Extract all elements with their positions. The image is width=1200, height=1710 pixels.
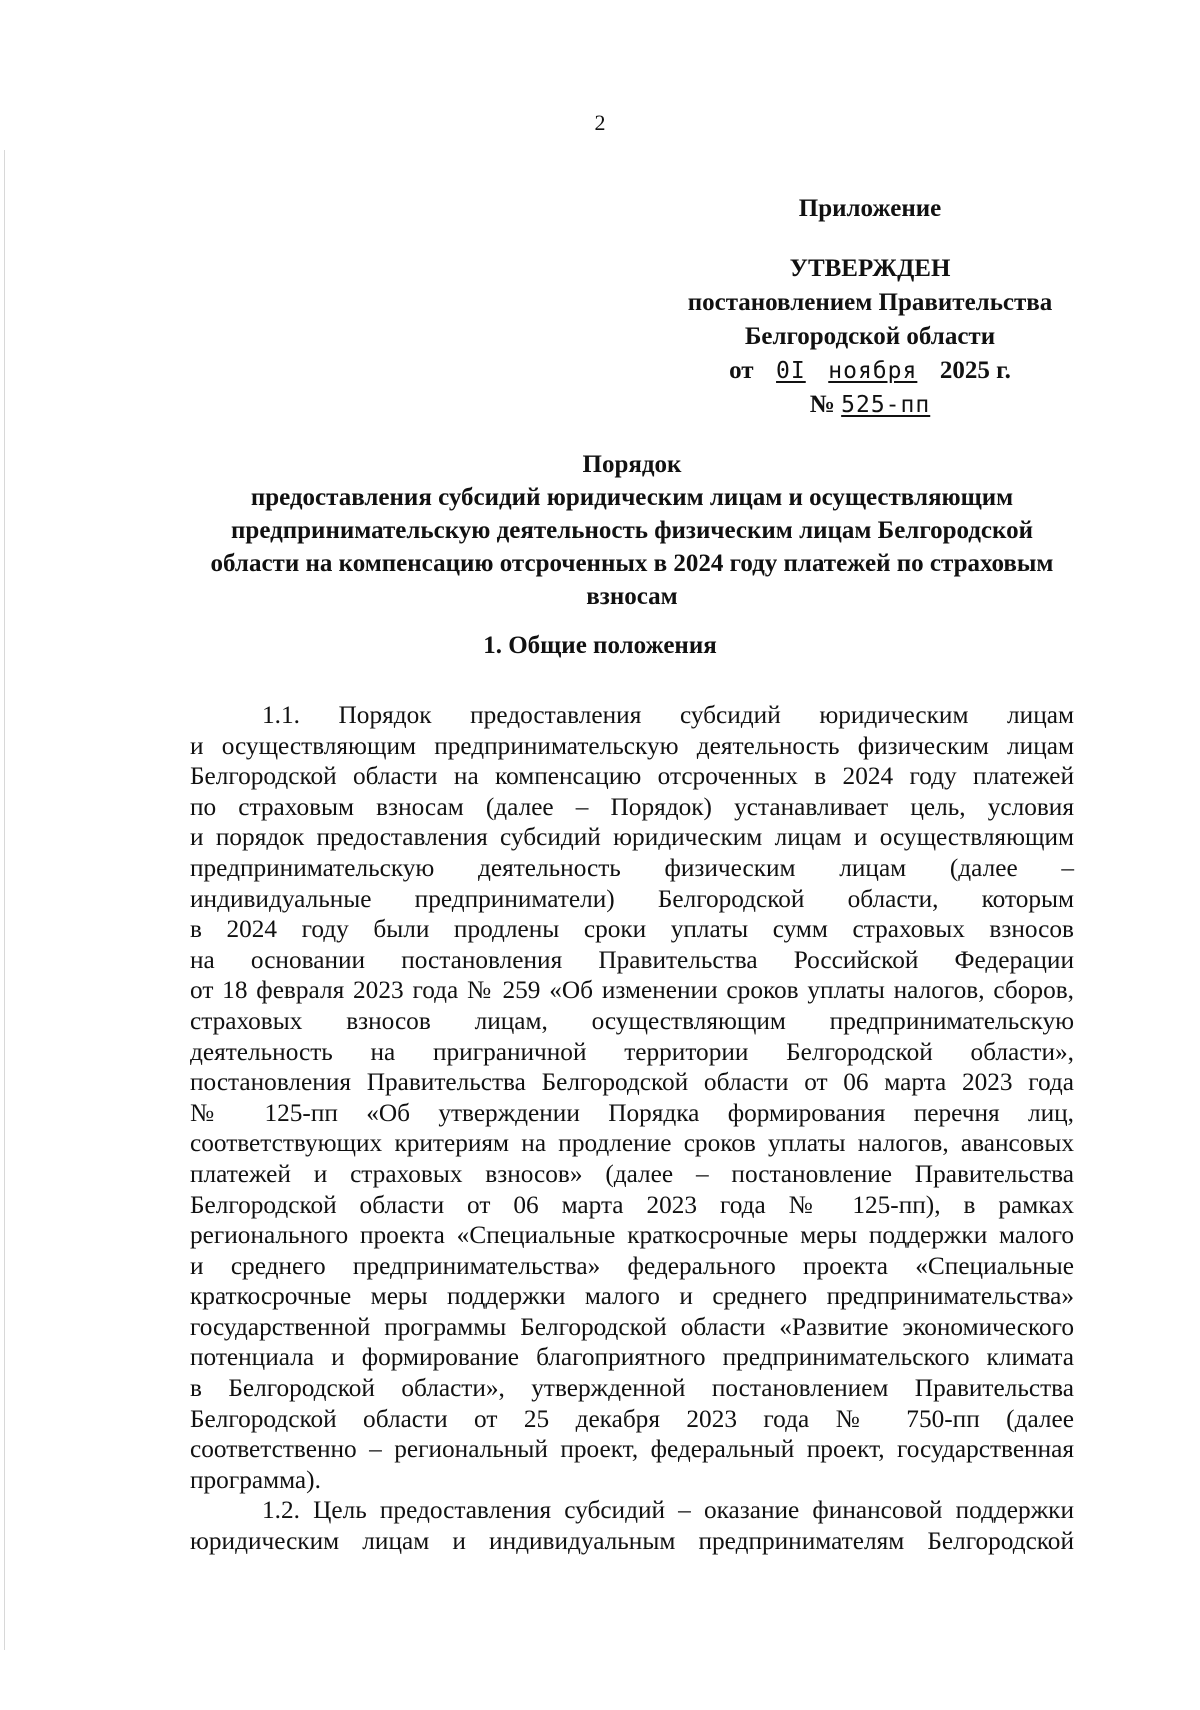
date-year: 2025 г.: [939, 357, 1011, 384]
approved-by-line: постановлением Правительства: [687, 289, 1053, 316]
body-text: [190, 700, 1074, 1557]
scan-edge: [4, 150, 5, 1650]
paragraph-line: на основании постановления Правительства Российской Федерации: [190, 945, 1074, 974]
approval-number: [640, 388, 1100, 422]
title-line: предоставления субсидий юридическим лицам и осуществляющим: [250, 484, 1014, 511]
paragraph-line: Белгородской области на компенсацию отсроченных в 2024 году платежей: [190, 762, 1074, 791]
paragraph-line: и порядок предоставления субсидий юридическим лицам и осуществляющим: [190, 823, 1074, 852]
paragraph-line: и среднего предпринимательства» федерального проекта «Специальные: [190, 1251, 1074, 1280]
approved-region: Белгородской области: [744, 323, 996, 350]
appendix-label: Приложение: [798, 195, 942, 222]
paragraph-line: в Белгородской области», утвержденной постановлением Правительства: [190, 1374, 1074, 1403]
paragraph-line: краткосрочные меры поддержки малого и среднего предпринимательства»: [190, 1282, 1074, 1311]
approved-label: УТВЕРЖДЕН: [789, 255, 951, 282]
paragraph-line: деятельность на приграничной территории Белгородской области»,: [190, 1037, 1074, 1066]
paragraph-line: в 2024 году были продлены сроки уплаты сумм страховых взносов: [190, 915, 1074, 944]
title-heading: Порядок: [582, 451, 682, 478]
date-prefix: от: [729, 357, 754, 384]
paragraph-line: № 125-пп «Об утверждении Порядка формирования перечня лиц,: [190, 1098, 1074, 1127]
paragraph-line: страховых взносов лицам, осуществляющим предпринимательскую: [190, 1006, 1074, 1035]
paragraph-line: соответственно – региональный проект, федеральный проект, государственная: [190, 1435, 1074, 1464]
paragraph-line: Белгородской области от 25 декабря 2023 года № 750-пп (далее: [190, 1404, 1074, 1433]
paragraph-line: государственной программы Белгородской области «Развитие экономического: [190, 1312, 1074, 1341]
paragraph-line: постановления Правительства Белгородской области от 06 марта 2023 года: [190, 1068, 1074, 1097]
document-title: [190, 448, 1074, 613]
paragraph-line: платежей и страховых взносов» (далее – постановление Правительства: [190, 1159, 1074, 1188]
title-line: предпринимательскую деятельность физическим лицам Белгородской: [231, 517, 1033, 544]
paragraph-line: 1.1. Порядок предоставления субсидий юридическим лицам: [262, 701, 1074, 729]
paragraph-line: регионального проекта «Специальные краткосрочные меры поддержки малого: [190, 1221, 1074, 1250]
title-line: области на компенсацию отсроченных в 2024 году платежей по страховым: [210, 550, 1054, 577]
paragraph-line: от 18 февраля 2023 года № 259 «Об изменении сроков уплаты налогов, сборов,: [190, 976, 1074, 1005]
number-value: 525-пп: [841, 392, 931, 418]
paragraph-line: соответствующих критериям на продление сроков уплаты налогов, авансовых: [190, 1129, 1074, 1158]
page-number: 2: [594, 110, 606, 135]
title-line: взносам: [586, 583, 678, 610]
paragraph-line: юридическим лицам и индивидуальным предпринимателям Белгородской: [190, 1527, 1074, 1556]
date-month: ноября: [828, 358, 918, 384]
paragraph-line: 1.2. Цель предоставления субсидий – оказание финансовой поддержки: [262, 1496, 1074, 1525]
paragraph-line: программа).: [190, 1465, 321, 1494]
section-title: 1. Общие положения: [483, 632, 717, 659]
paragraph-line: и осуществляющим предпринимательскую деятельность физическим лицам: [190, 731, 1074, 760]
number-prefix: №: [809, 391, 835, 418]
paragraph-line: индивидуальные предприниматели) Белгородской области, которым: [190, 884, 1074, 913]
paragraph-line: Белгородской области от 06 марта 2023 года № 125-пп), в рамках: [190, 1190, 1074, 1219]
paragraph-line: по страховым взносам (далее – Порядок) устанавливает цель, условия: [190, 792, 1074, 821]
paragraph-line: предпринимательскую деятельность физическим лицам (далее –: [190, 853, 1074, 882]
date-day: 0I: [776, 358, 806, 384]
approval-date: [640, 354, 1100, 388]
approval-stamp: [640, 252, 1100, 422]
paragraph-line: потенциала и формирование благоприятного предпринимательского климата: [190, 1343, 1074, 1372]
